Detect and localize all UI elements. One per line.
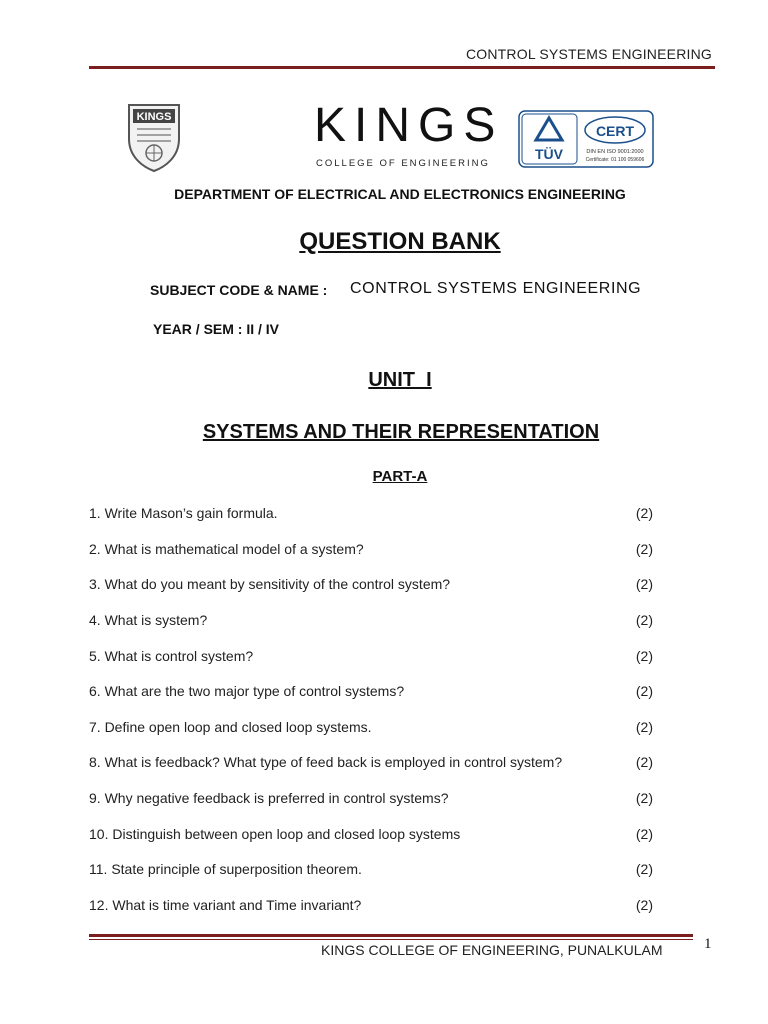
footer-rule-thin: [89, 939, 693, 940]
question-text: 5. What is control system?: [89, 648, 254, 664]
question-marks: (2): [635, 790, 653, 806]
question-item: [89, 505, 653, 525]
question-text: 10. Distinguish between open loop and closed loop systems: [89, 826, 461, 842]
question-marks: (2): [635, 754, 653, 770]
question-marks: (2): [635, 861, 653, 877]
question-item: [89, 754, 653, 774]
question-marks: (2): [635, 897, 653, 913]
question-text: 9. Why negative feedback is preferred in control systems?: [89, 790, 449, 806]
question-text: 3. What do you meant by sensitivity of the control system?: [89, 576, 451, 592]
cert-standard-line: DIN EN ISO 9001:2000: [586, 149, 644, 155]
question-item: [89, 897, 653, 917]
cert-number-line: Certificate: 01 100 059606: [585, 157, 645, 163]
question-text: 2. What is mathematical model of a system?: [89, 541, 364, 557]
question-marks: (2): [635, 683, 653, 699]
running-header: CONTROL SYSTEMS ENGINEERING: [465, 46, 712, 62]
question-text: 7. Define open loop and closed loop systems.: [89, 719, 372, 735]
question-marks: (2): [635, 541, 653, 557]
question-text: 4. What is system?: [89, 612, 208, 628]
question-text: 6. What are the two major type of control systems?: [89, 683, 405, 699]
question-marks: (2): [635, 648, 653, 664]
cert-badge-label: CERT: [595, 123, 635, 139]
header-rule: [89, 66, 715, 69]
college-brand-name: KINGS: [314, 99, 504, 152]
question-item: [89, 541, 653, 561]
college-brand-subtitle: COLLEGE OF ENGINEERING: [316, 158, 490, 169]
question-text: 12. What is time variant and Time invariant?: [89, 897, 362, 913]
document-title: QUESTION BANK: [299, 228, 501, 255]
question-item: [89, 576, 653, 596]
year-semester: YEAR / SEM : II / IV: [153, 321, 280, 337]
part-heading: PART-A: [372, 468, 428, 485]
running-footer: KINGS COLLEGE OF ENGINEERING, PUNALKULAM: [321, 942, 663, 958]
question-item: [89, 612, 653, 632]
cert-tuv-label: TÜV: [535, 146, 563, 162]
question-marks: (2): [635, 826, 653, 842]
question-marks: (2): [635, 576, 653, 592]
question-text: 11. State principle of superposition theorem.: [89, 861, 362, 877]
footer-rule: [89, 934, 693, 937]
question-text: 8. What is feedback? What type of feed back is employed in control system?: [89, 754, 563, 770]
subject-value: CONTROL SYSTEMS ENGINEERING: [350, 280, 642, 297]
question-marks: (2): [635, 612, 653, 628]
unit-number: UNIT I: [368, 369, 432, 391]
question-text: 1. Write Mason’s gain formula.: [89, 505, 278, 521]
question-item: [89, 861, 653, 881]
question-item: [89, 719, 653, 739]
tuv-certification-icon: [518, 110, 654, 168]
department-heading: DEPARTMENT OF ELECTRICAL AND ELECTRONICS ENGINEERING: [174, 186, 626, 202]
question-item: [89, 683, 653, 703]
crest-lettering: KINGS: [136, 111, 172, 123]
question-marks: (2): [635, 505, 653, 521]
subject-label: SUBJECT CODE & NAME :: [150, 282, 328, 298]
question-item: [89, 826, 653, 846]
question-marks: (2): [635, 719, 653, 735]
question-item: [89, 648, 653, 668]
page-number: 1: [704, 936, 712, 952]
unit-title: SYSTEMS AND THEIR REPRESENTATION: [202, 421, 600, 443]
question-item: [89, 790, 653, 810]
college-crest-icon: [125, 101, 183, 173]
